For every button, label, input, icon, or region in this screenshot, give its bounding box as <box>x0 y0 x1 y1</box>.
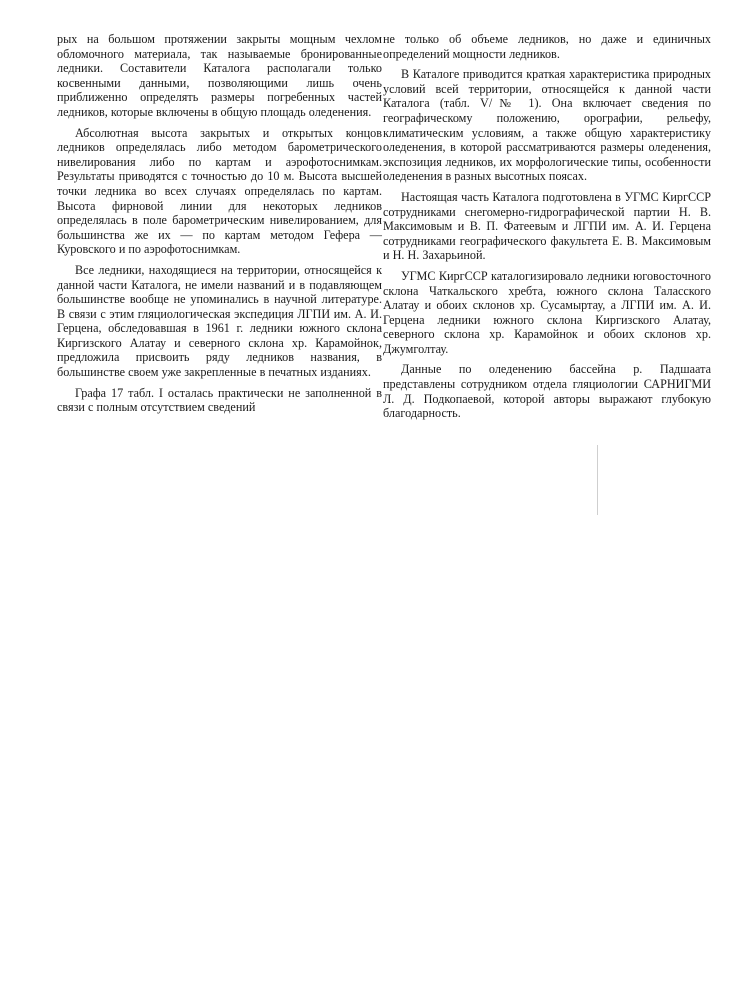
paragraph-absolute-heights: Абсолютная высота закрытых и открытых концов ледников определялась либо методом барометрического нивелирования либо по картам и аэрофотоснимкам. Результаты приводятся с точностью до 10 м. Высота высшей точки ледника во всех случаях определялась по картам. Высота фирновой линии для некоторых ледников определялась в поле барометрическим нивелированием, для большинства же их — по картам методом Гефера — Куровского и по аэрофотоснимкам. <box>57 125 382 257</box>
scan-artifact-line <box>597 445 598 515</box>
paragraph-prepared-by: Настоящая часть Каталога подготовлена в УГМС КиргССР сотрудниками снегомерно-гидрографической партии Н. В. Максимовым и В. П. Фатеевым и ЛГПИ им. А. И. Герцена сотрудниками географического факультета Е. В. Максимовым и Н. Н. Захарьиной. <box>383 189 711 263</box>
paragraph-column-17: Графа 17 табл. I осталась практически не заполненной в связи с полным отсутствием сведений <box>57 385 382 415</box>
paragraph-glacier-names: Все ледники, находящиеся на территории, относящейся к данной части Каталога, не имели названий и в подавляющем большинстве вообще не упоминались в научной литературе. В связи с этим гляциологическая экспедиция ЛГПИ им. А. И. Герцена, обследовавшая в 1961 г. ледники южного склона Киргизского Алатау и северного склона хр. Карамойнок, предложила присвоить ряду ледников названия, в большинстве своем уже закрепленные в печатных изданиях. <box>57 262 382 380</box>
left-column <box>57 32 382 415</box>
paragraph-thickness-continuation: не только об объеме ледников, но даже и единичных определений мощности ледников. <box>383 32 711 61</box>
paragraph-buried-glaciers: рых на большом протяжении закрыты мощным чехлом обломочного материала, так называемые бронированные ледники. Составители Каталога располагали только косвенными данными, позволяющими лишь очень приближенно определять размеры погребенных частей ледников, которые включены в общую площадь оледенения. <box>57 32 382 119</box>
paragraph-acknowledgement: Данные по оледенению бассейна р. Падшаата представлены сотрудником отдела гляциологии САРНИГМИ Л. Д. Подкопаевой, которой авторы выражают глубокую благодарность. <box>383 362 711 421</box>
paragraph-ugms-catalogued: УГМС КиргССР каталогизировало ледники юговосточного склона Чаткальского хребта, южного склона Таласского Алатау и обоих склонов хр. Сусамыртау, а ЛГПИ им. А. И. Герцена ледники южного склона Киргизского Алатау, северного склона хр. Карамойнок и обоих склонов хр. Джумголтау. <box>383 268 711 356</box>
right-column <box>383 32 711 421</box>
paragraph-natural-conditions: В Каталоге приводится краткая характеристика природных условий всей территории, относящейся к данной части Каталога (табл. V/№ 1). Она включает сведения по географическому положению, орографии, рельефу, климатическим условиям, а также общую характеристику оледенения, в которой рассматриваются размеры оледенения, экспозиция ледников, их морфологические типы, особенности оледенения в разных высотных поясах. <box>383 67 711 184</box>
